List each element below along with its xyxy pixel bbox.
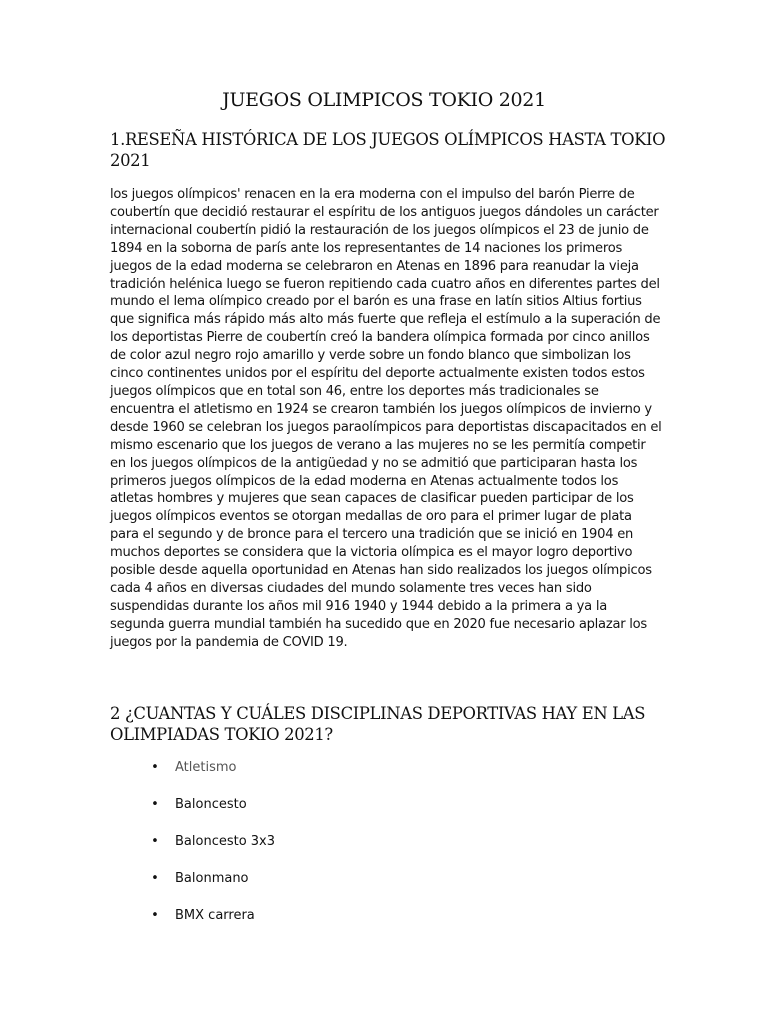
discipline-label: Baloncesto 3x3 [175, 834, 276, 849]
bullet-icon: • [151, 834, 159, 849]
bullet-icon: • [151, 871, 159, 886]
discipline-label: Balonmano [175, 871, 249, 886]
bullet-icon: • [151, 908, 159, 923]
discipline-label: Baloncesto [175, 797, 247, 812]
section-2-heading: 2 ¿CUANTAS Y CUÁLES DISCIPLINAS DEPORTIVAS HAY EN LAS OLIMPIADAS TOKIO 2021? [110, 704, 646, 744]
document-title: JUEGOS OLIMPICOS TOKIO 2021 [222, 89, 546, 111]
discipline-label: BMX carrera [175, 908, 255, 923]
bullet-icon: • [151, 797, 159, 812]
section-1-heading: 1.RESEÑA HISTÓRICA DE LOS JUEGOS OLÍMPICOS HASTA TOKIO 2021 [110, 130, 666, 170]
section-1-body: los juegos olímpicos' renacen en la era moderna con el impulso del barón Pierre de coubertín que decidió restaurar el espíritu de los antiguos juegos dándoles un carácter internacional coubertín pidió la restauración de los juegos olímpicos el 23 de junio de 1894 en la soborna de parís ante los representantes de 14 naciones los primeros juegos de la edad moderna se celebraron en Atenas en 1896 para reanudar la vieja tradición helénica luego se fueron repitiendo cada cuatro años en diferentes partes del mundo el lema olímpico creado por el barón es una frase en latín sitios Altius fortius que significa más rápido más alto más fuerte que refleja el estímulo a la superación de los deportistas Pierre de coubertín creó la bandera olímpica formada por cinco anillos de color azul negro rojo amarillo y verde sobre un fondo blanco que simbolizan los cinco continentes unidos por el espíritu del deporte actualmente existen todos estos juegos olímpicos que en total son 46, entre los deportes más tradicionales se encuentra el atletismo en 1924 se crearon también los juegos olímpicos de invierno y desde 1960 se celebran los juegos paraolímpicos para deportistas discapacitados en el mismo escenario que los juegos de verano a las mujeres no se les permitía competir en los juegos olímpicos de la antigüedad y no se admitió que participaran hasta los primeros juegos olímpicos de la edad moderna en Atenas actualmente todos los atletas hombres y mujeres que sean capaces de clasificar pueden participar de los juegos olímpicos eventos se otorgan medallas de oro para el primer lugar de plata para el segundo y de bronce para el tercero una tradición que se inició en 1904 en muchos deportes se considera que la victoria olímpica es el mayor logro deportivo posible desde aquella oportunidad en Atenas han sido realizados los juegos olímpicos cada 4 años en diversas ciudades del mundo solamente tres veces han sido suspendidas durante los años mil 916 1940 y 1944 debido a la primera a ya la segunda guerra mundial también ha sucedido que en 2020 fue necesario aplazar los juegos por la pandemia de COVID 19. [110, 187, 662, 650]
bullet-icon: • [151, 760, 159, 775]
discipline-label: Atletismo [175, 760, 237, 775]
